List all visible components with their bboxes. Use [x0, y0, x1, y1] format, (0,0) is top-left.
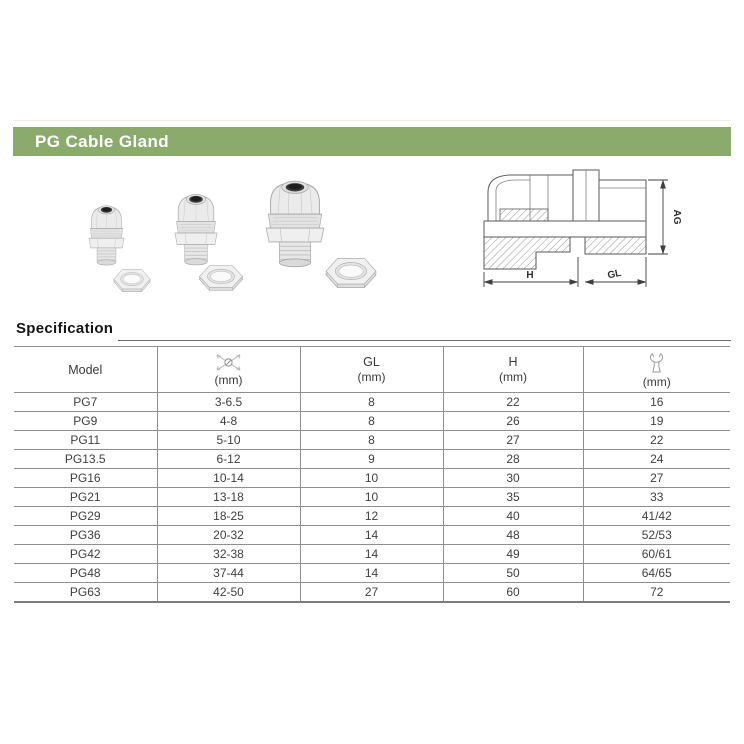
title-bar — [13, 127, 731, 156]
cable-gland-icon — [84, 202, 129, 266]
model-cell: PG16 — [14, 469, 157, 488]
value-cell: 10 — [300, 488, 443, 507]
column-unit: (mm) — [214, 372, 243, 387]
spec-table-header — [14, 347, 730, 393]
value-cell: 32-38 — [157, 545, 300, 564]
value-cell: 42-50 — [157, 583, 300, 603]
page-title: PG Cable Gland — [35, 131, 170, 151]
value-cell: 28 — [443, 450, 583, 469]
cross-section-icon — [478, 166, 708, 306]
dim-gl-label: GL — [606, 267, 623, 282]
value-cell: 48 — [443, 526, 583, 545]
spanner-icon — [648, 351, 665, 374]
cable-gland-photo-small — [84, 202, 129, 266]
lock-nut-photo-small — [111, 266, 153, 295]
model-cell: PG42 — [14, 545, 157, 564]
table-row — [14, 412, 730, 431]
value-cell: 49 — [443, 545, 583, 564]
table-row — [14, 507, 730, 526]
column-unit: (mm) — [357, 370, 386, 384]
value-cell: 22 — [583, 431, 730, 450]
value-cell: 27 — [300, 583, 443, 603]
value-cell: 16 — [583, 393, 730, 412]
value-cell: 8 — [300, 431, 443, 450]
cable-gland-icon — [258, 176, 332, 268]
spec-table — [14, 346, 730, 603]
value-cell: 8 — [300, 412, 443, 431]
model-cell: PG11 — [14, 431, 157, 450]
column-label: Model — [68, 362, 103, 377]
value-cell: 10-14 — [157, 469, 300, 488]
technical-drawing — [478, 166, 708, 306]
column-header-clamping-range — [157, 347, 300, 393]
model-cell: PG29 — [14, 507, 157, 526]
value-cell: 41/42 — [583, 507, 730, 526]
value-cell: 27 — [443, 431, 583, 450]
value-cell: 14 — [300, 564, 443, 583]
value-cell: 60/61 — [583, 545, 730, 564]
lock-nut-icon — [196, 262, 246, 294]
value-cell: 20-32 — [157, 526, 300, 545]
value-cell: 14 — [300, 545, 443, 564]
cable-gland-icon — [169, 190, 223, 266]
table-row — [14, 431, 730, 450]
value-cell: 64/65 — [583, 564, 730, 583]
column-label: GL — [363, 355, 380, 369]
model-cell: PG21 — [14, 488, 157, 507]
value-cell: 72 — [583, 583, 730, 603]
model-cell: PG13.5 — [14, 450, 157, 469]
column-label: H — [508, 355, 518, 369]
value-cell: 4-8 — [157, 412, 300, 431]
dim-h-label: H — [526, 270, 534, 281]
table-row — [14, 393, 730, 412]
table-row — [14, 469, 730, 488]
lock-nut-icon — [322, 254, 380, 292]
value-cell: 50 — [443, 564, 583, 583]
table-row — [14, 545, 730, 564]
value-cell: 8 — [300, 393, 443, 412]
lock-nut-photo-medium — [196, 262, 246, 294]
column-header-model — [14, 347, 157, 393]
column-header-spanner-size — [583, 347, 730, 393]
model-cell: PG36 — [14, 526, 157, 545]
value-cell: 33 — [583, 488, 730, 507]
table-row — [14, 488, 730, 507]
value-cell: 27 — [583, 469, 730, 488]
cable-gland-photo-large — [258, 176, 332, 268]
value-cell: 35 — [443, 488, 583, 507]
value-cell: 19 — [583, 412, 730, 431]
value-cell: 13-18 — [157, 488, 300, 507]
table-row — [14, 583, 730, 603]
column-header-h — [443, 347, 583, 393]
cable-gland-photo-medium — [169, 190, 223, 266]
table-row — [14, 564, 730, 583]
section-title: Specification — [16, 320, 114, 337]
value-cell: 52/53 — [583, 526, 730, 545]
table-row — [14, 450, 730, 469]
value-cell: 9 — [300, 450, 443, 469]
value-cell: 24 — [583, 450, 730, 469]
model-cell: PG9 — [14, 412, 157, 431]
header-row — [14, 347, 730, 393]
top-divider — [13, 120, 731, 121]
value-cell: 14 — [300, 526, 443, 545]
model-cell: PG48 — [14, 564, 157, 583]
value-cell: 26 — [443, 412, 583, 431]
value-cell: 37-44 — [157, 564, 300, 583]
spec-table-body — [14, 393, 730, 603]
value-cell: 5-10 — [157, 431, 300, 450]
value-cell: 22 — [443, 393, 583, 412]
model-cell: PG63 — [14, 583, 157, 603]
value-cell: 6-12 — [157, 450, 300, 469]
cable-diameter-icon — [215, 353, 242, 372]
lock-nut-photo-large — [322, 254, 380, 292]
value-cell: 40 — [443, 507, 583, 526]
column-header-gl — [300, 347, 443, 393]
value-cell: 10 — [300, 469, 443, 488]
table-row — [14, 526, 730, 545]
column-unit: (mm) — [499, 370, 527, 384]
value-cell: 3-6.5 — [157, 393, 300, 412]
value-cell: 60 — [443, 583, 583, 603]
model-cell: PG7 — [14, 393, 157, 412]
lock-nut-icon — [111, 266, 153, 295]
section-underline — [118, 340, 731, 341]
value-cell: 12 — [300, 507, 443, 526]
value-cell: 30 — [443, 469, 583, 488]
value-cell: 18-25 — [157, 507, 300, 526]
column-unit: (mm) — [642, 374, 671, 389]
dim-ag-label: AG — [671, 209, 682, 225]
